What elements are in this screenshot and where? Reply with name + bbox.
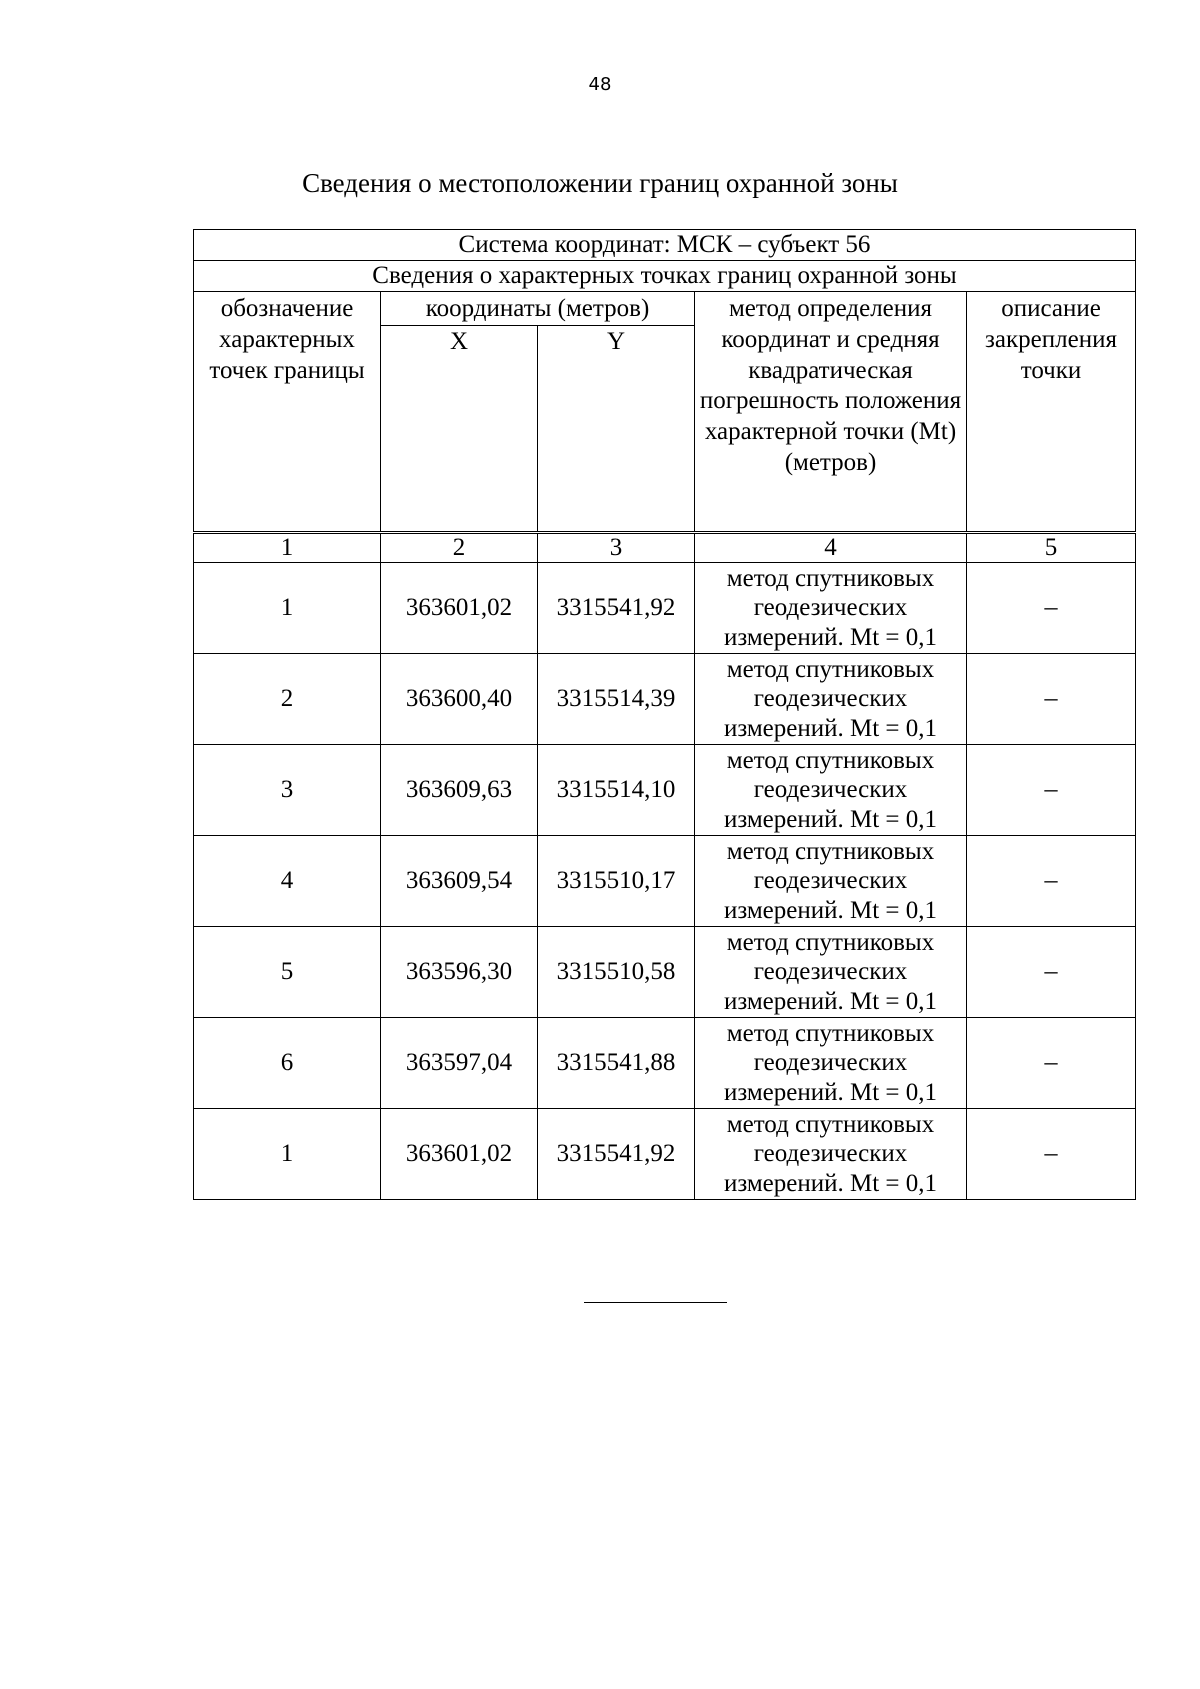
method-cell: метод спутниковых геодезических измерений. Mt = 0,1 [695,1108,967,1199]
description-cell: – [967,744,1136,835]
column-number: 1 [194,532,381,562]
coord-y: 3315514,39 [538,653,695,744]
header-x: X [381,325,538,532]
description-cell: – [967,1108,1136,1199]
header-description: описание закрепления точки [967,292,1136,533]
coord-y: 3315541,92 [538,562,695,653]
point-number: 4 [194,835,381,926]
coordinate-system-label: Система координат: МСК – субъект 56 [194,230,1136,261]
table-row [194,926,1136,1017]
coord-x: 363597,04 [381,1017,538,1108]
method-cell: метод спутниковых геодезических измерений. Mt = 0,1 [695,835,967,926]
coord-y: 3315541,92 [538,1108,695,1199]
description-cell: – [967,562,1136,653]
header-coordinates: координаты (метров) [381,292,695,326]
coord-x: 363601,02 [381,562,538,653]
point-number: 1 [194,1108,381,1199]
coord-y: 3315514,10 [538,744,695,835]
column-number: 4 [695,532,967,562]
coord-x: 363596,30 [381,926,538,1017]
method-cell: метод спутниковых геодезических измерений. Mt = 0,1 [695,926,967,1017]
coord-x: 363609,54 [381,835,538,926]
table-row [194,653,1136,744]
table-row [194,562,1136,653]
table-row [194,744,1136,835]
point-number: 5 [194,926,381,1017]
header-method: метод определения координат и средняя квадратическая погрешность положения характерной точки (Mt) (метров) [695,292,967,533]
column-number: 5 [967,532,1136,562]
coord-x: 363601,02 [381,1108,538,1199]
method-cell: метод спутниковых геодезических измерений. Mt = 0,1 [695,744,967,835]
description-cell: – [967,653,1136,744]
description-cell: – [967,1017,1136,1108]
boundary-points-table [193,229,1136,1200]
point-number: 6 [194,1017,381,1108]
coord-y: 3315510,17 [538,835,695,926]
coord-x: 363600,40 [381,653,538,744]
end-of-table-rule [584,1302,727,1303]
page-number: 48 [588,74,612,95]
table-row [194,1017,1136,1108]
coord-x: 363609,63 [381,744,538,835]
method-cell: метод спутниковых геодезических измерений. Mt = 0,1 [695,1017,967,1108]
point-number: 3 [194,744,381,835]
method-cell: метод спутниковых геодезических измерений. Mt = 0,1 [695,562,967,653]
coord-y: 3315541,88 [538,1017,695,1108]
header-point-designation: обозначение характерных точек границы [194,292,381,533]
header-y: Y [538,325,695,532]
coord-y: 3315510,58 [538,926,695,1017]
method-cell: метод спутниковых геодезических измерений. Mt = 0,1 [695,653,967,744]
page-title: Сведения о местоположении границ охранной зоны [302,168,898,198]
description-cell: – [967,835,1136,926]
table-row [194,835,1136,926]
description-cell: – [967,926,1136,1017]
column-number: 3 [538,532,695,562]
column-number: 2 [381,532,538,562]
point-number: 1 [194,562,381,653]
point-number: 2 [194,653,381,744]
table-row [194,1108,1136,1199]
section-label: Сведения о характерных точках границ охранной зоны [194,261,1136,292]
